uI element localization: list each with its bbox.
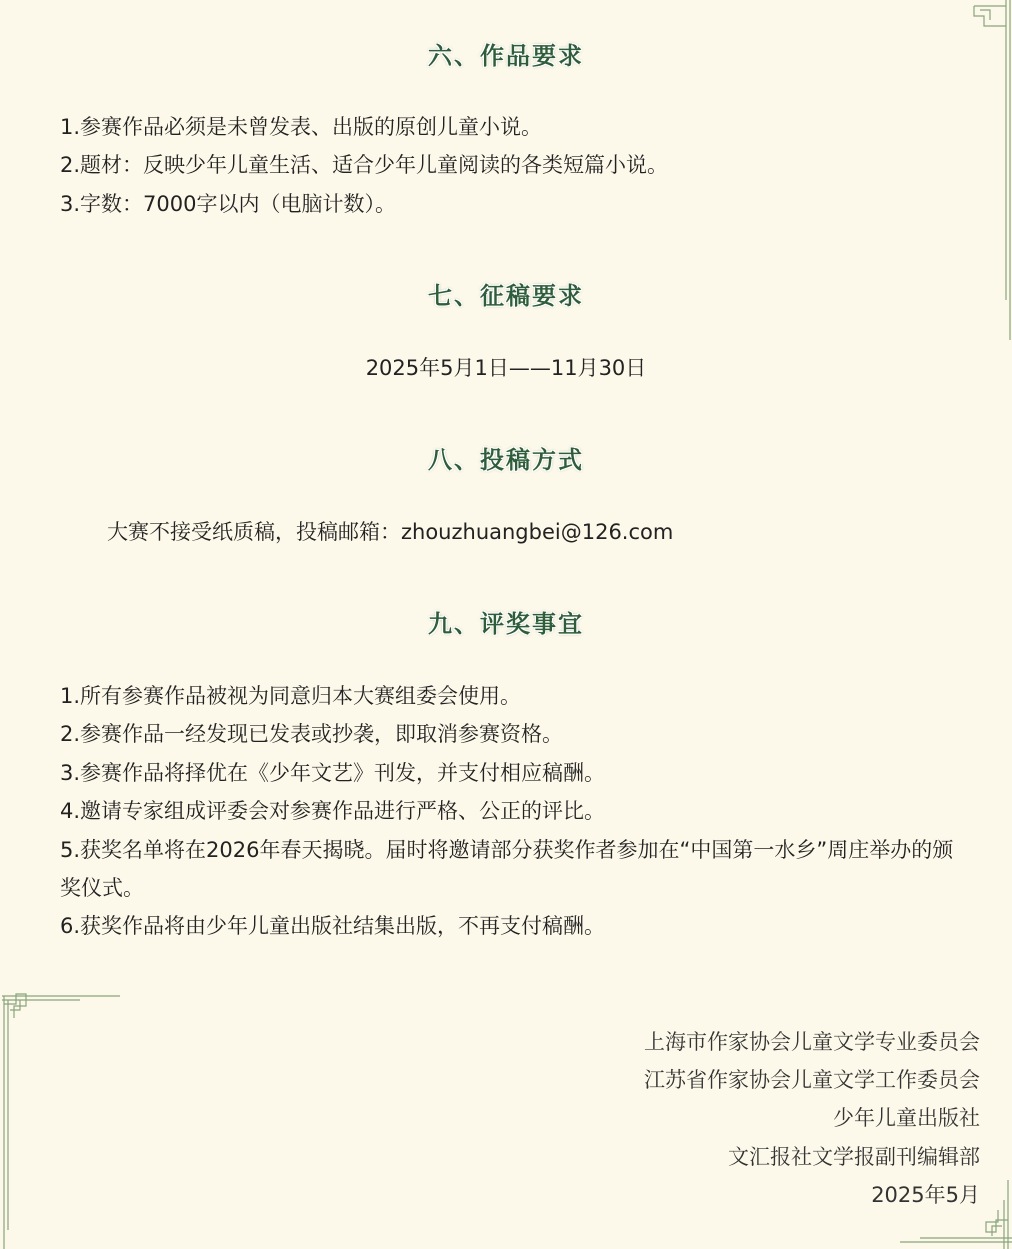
signoff-date: 2025年5月: [871, 1182, 980, 1207]
section-9-heading: 九、评奖事宜: [428, 610, 584, 638]
list-item: 4.邀请专家组成评委会对参赛作品进行严格、公正的评比。: [60, 799, 606, 824]
date-range: 2025年5月1日——11月30日: [365, 356, 647, 380]
list-item: 6.获奖作品将由少年儿童出版社结集出版，不再支付稿酬。: [60, 914, 606, 939]
section-6-list: [60, 108, 960, 223]
signoff-block: [644, 1023, 980, 1214]
signoff-organizer: 少年儿童出版社: [833, 1106, 980, 1131]
list-item: 1.所有参赛作品被视为同意归本大赛组委会使用。: [60, 684, 522, 708]
section-8-heading: 八、投稿方式: [428, 446, 584, 474]
list-item: 5.获奖名单将在2026年春天揭晓。届时将邀请部分获奖作者参加在“中国第一水乡”周庄举办的颁奖仪式。: [60, 837, 954, 901]
list-item: 2.参赛作品一经发现已发表或抄袭，即取消参赛资格。: [60, 722, 564, 747]
list-item: 3.参赛作品将择优在《少年文艺》刊发，并支付相应稿酬。: [60, 760, 606, 785]
signoff-organizer: 江苏省作家协会儿童文学工作委员会: [644, 1068, 980, 1093]
list-item: 3.字数：7000字以内（电脑计数）。: [60, 191, 396, 216]
bottom-left-frame-ornament: [0, 990, 120, 1249]
submission-email-line: 大赛不接受纸质稿，投稿邮箱：zhouzhuangbei@126.com: [107, 520, 674, 544]
section-7-heading: 七、征稿要求: [428, 282, 584, 310]
section-6-heading: 六、作品要求: [428, 42, 584, 70]
list-item: 2.题材：反映少年儿童生活、适合少年儿童阅读的各类短篇小说。: [60, 153, 669, 178]
signoff-organizer: 文汇报社文学报副刊编辑部: [728, 1144, 980, 1169]
list-item: 1.参赛作品必须是未曾发表、出版的原创儿童小说。: [60, 115, 543, 139]
signoff-organizer: 上海市作家协会儿童文学专业委员会: [644, 1030, 980, 1054]
section-9-list: [60, 677, 960, 946]
